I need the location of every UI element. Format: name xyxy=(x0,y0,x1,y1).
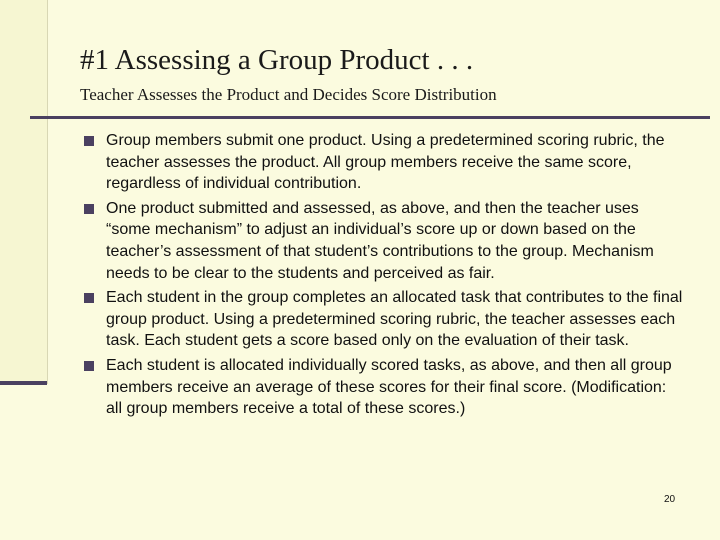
square-bullet-icon xyxy=(84,136,94,146)
left-band-end-bar xyxy=(0,381,47,385)
page-number: 20 xyxy=(664,494,676,505)
bullet-item xyxy=(84,130,684,195)
title-divider xyxy=(30,116,710,119)
bullet-text: One product submitted and assessed, as above, and then the teacher uses “some mechanism” to adjust an individual’s score up or down based on the teacher’s assessment of that student’s contributions to the group. Mechanism needs to be clear to the students and perceived as fair. xyxy=(106,199,654,282)
bullet-item xyxy=(84,287,684,352)
bullet-item xyxy=(84,355,684,420)
square-bullet-icon xyxy=(84,361,94,371)
bullet-text: Each student in the group completes an allocated task that contributes to the final group product. Using a predetermined scoring rubric, the teacher assesses each task. Each student gets a score based only on the evaluation of their task. xyxy=(106,289,683,350)
left-decorative-band xyxy=(0,0,47,384)
square-bullet-icon xyxy=(84,293,94,303)
bullet-text: Each student is allocated individually scored tasks, as above, and then all group members receive an average of these scores for their final score. (Modification: all group members receive a total of these scores.) xyxy=(106,356,672,418)
square-bullet-icon xyxy=(84,204,94,214)
bullet-list xyxy=(84,130,684,423)
slide-title: #1 Assessing a Group Product . . . xyxy=(80,44,474,76)
slide-subtitle: Teacher Assesses the Product and Decides Score Distribution xyxy=(80,85,497,104)
bullet-item xyxy=(84,198,684,284)
left-vertical-rule xyxy=(47,0,48,384)
bullet-text: Group members submit one product. Using a predetermined scoring rubric, the teacher assesses the product. All group members receive the same score, regardless of individual contribution. xyxy=(106,132,665,193)
